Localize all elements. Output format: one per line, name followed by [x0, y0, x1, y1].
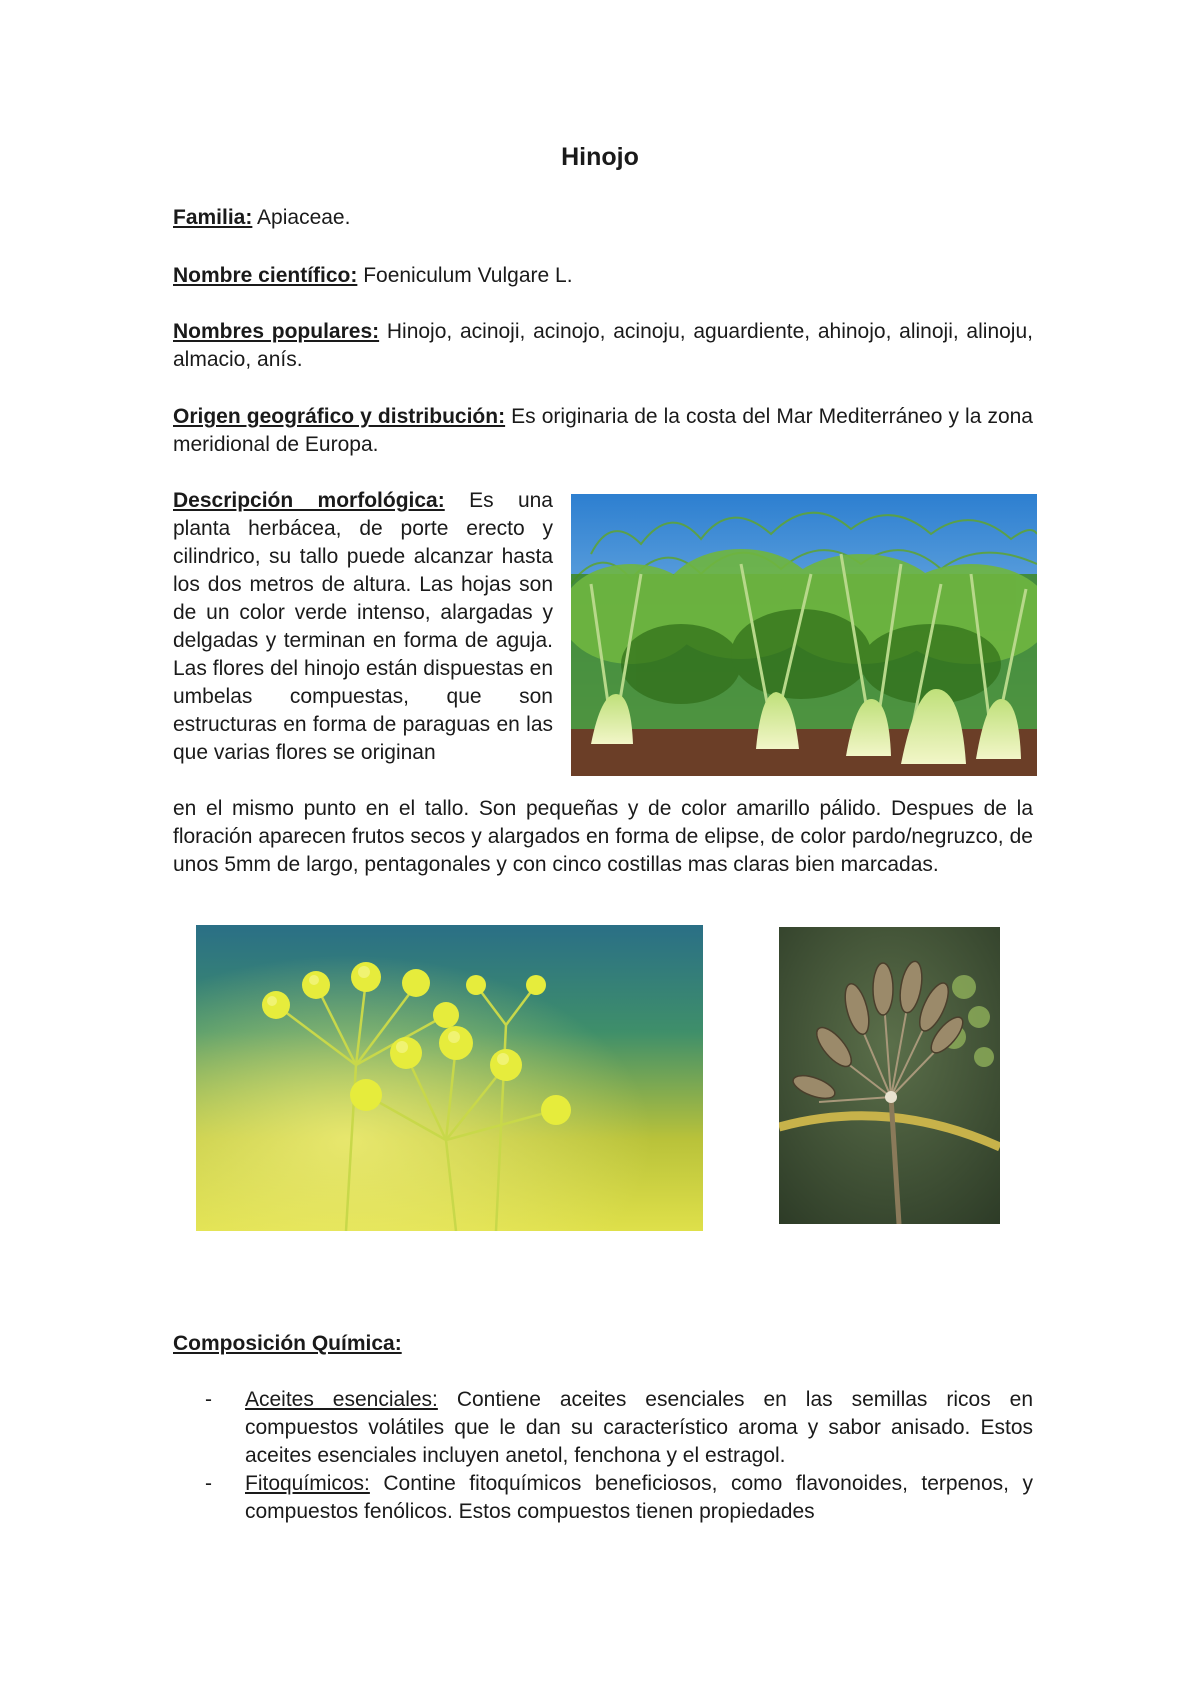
fennel-seeds-image	[779, 927, 1000, 1224]
composicion-label: Composición Química:	[173, 1332, 402, 1355]
list-item-text: Contiene aceites esenciales en las semillas ricos en compuestos volátiles que le dan su característico aroma y sabor anisado. Estos aceites esenciales incluyen anetol, fenchona y el estragol.	[245, 1388, 1033, 1467]
descripcion-paragraph-top	[173, 487, 553, 767]
familia-label: Familia:	[173, 206, 253, 229]
list-item-term: Aceites esenciales:	[245, 1388, 438, 1411]
nombre-cientifico-value: Foeniculum Vulgare L.	[357, 264, 573, 287]
composicion-heading	[173, 1330, 1033, 1358]
origen-label: Origen geográfico y distribución:	[173, 405, 506, 428]
familia-value: Apiaceae.	[252, 206, 351, 229]
composicion-list	[173, 1386, 1033, 1526]
list-item-text: Contine fitoquímicos beneficiosos, como flavonoides, terpenos, y compuestos fenólicos. Estos compuestos tienen propiedades	[245, 1472, 1033, 1523]
nombre-cientifico-paragraph	[173, 262, 1033, 290]
list-item	[173, 1386, 1033, 1470]
familia-paragraph	[173, 204, 1033, 232]
list-item-term: Fitoquímicos:	[245, 1472, 370, 1495]
origen-value: Es originaria de la costa del Mar Mediterráneo y la zona meridional de Europa.	[173, 405, 1033, 456]
nombre-cientifico-label: Nombre científico:	[173, 264, 358, 287]
nombres-populares-value: Hinojo, acinoji, acinojo, acinoju, aguardiente, ahinojo, alinoji, alinoju, almacio, anís.	[173, 320, 1033, 371]
list-item	[173, 1470, 1033, 1526]
list-dash: -	[205, 1472, 212, 1495]
nombres-populares-label: Nombres populares:	[173, 320, 380, 343]
descripcion-text-top: Es una planta herbácea, de porte erecto y cilindrico, su tallo puede alcanzar hasta los dos metros de altura. Las hojas son de un color verde intenso, alargadas y delgadas y terminan en forma de aguja. Las flores del hinojo están dispuestas en umbelas compuestas, que son estructuras en forma de paraguas en las que varias flores se originan	[173, 489, 553, 764]
page-title: Hinojo	[561, 143, 639, 171]
descripcion-paragraph-bottom: en el mismo punto en el tallo. Son pequeñas y de color amarillo pálido. Despues de la floración aparecen frutos secos y alargados en forma de elipse, de color pardo/negruzco, de unos 5mm de largo, pentagonales y con cinco costillas mas claras bien marcadas.	[173, 797, 1033, 876]
origen-paragraph	[173, 403, 1033, 459]
nombres-populares-paragraph	[173, 318, 1033, 374]
descripcion-label: Descripción morfológica:	[173, 489, 445, 512]
fennel-flowers-image	[196, 925, 703, 1231]
list-dash: -	[205, 1388, 212, 1411]
fennel-plants-image	[571, 494, 1037, 776]
